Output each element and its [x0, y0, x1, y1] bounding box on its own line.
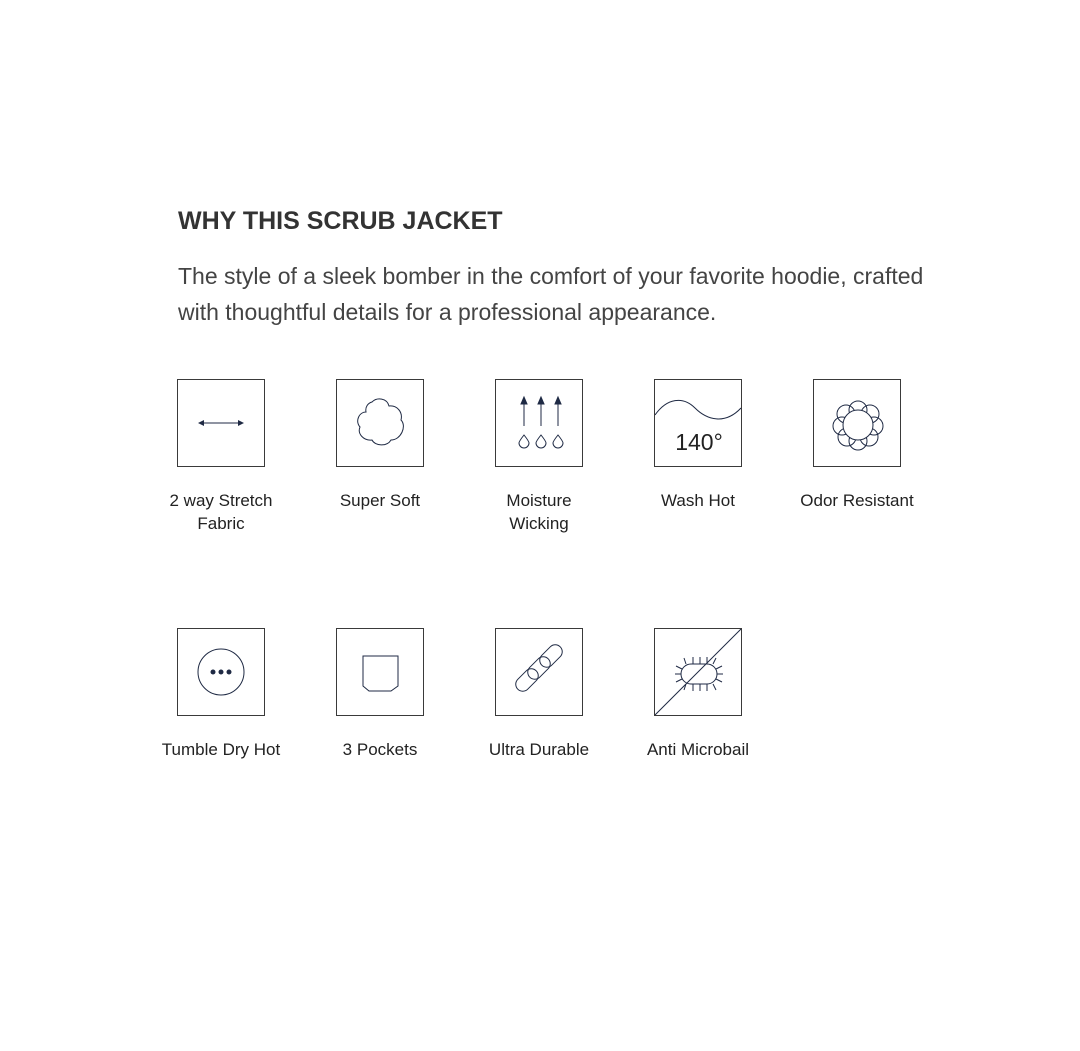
feature-two-way-stretch — [169, 379, 273, 533]
feature-ultra-durable — [488, 628, 590, 759]
wave-temperature-icon — [654, 379, 742, 467]
feature-3-pockets — [336, 628, 424, 759]
section-description: The style of a sleek bomber in the comfort of your favorite hoodie, crafted with thoughtful details for a professional appearance. — [178, 263, 924, 325]
feature-label: Anti Microbail — [646, 740, 750, 759]
feature-section — [178, 204, 938, 330]
feature-label: Wash Hot — [660, 491, 735, 510]
feature-label: 2 way Stretch Fabric — [169, 491, 273, 533]
feature-label: Moisture Wicking — [506, 491, 572, 533]
feature-tumble-dry-hot — [161, 628, 281, 759]
wash-temperature-text: 140° — [675, 429, 723, 455]
chain-links-icon — [495, 628, 583, 716]
pocket-icon — [336, 628, 424, 716]
feature-wash-hot — [654, 379, 742, 510]
two-way-arrow-icon — [177, 379, 265, 467]
microbe-crossed-icon — [654, 628, 742, 716]
feature-label: 3 Pockets — [342, 740, 418, 759]
feature-label: Super Soft — [339, 491, 421, 510]
cloud-blob-icon — [336, 379, 424, 467]
feature-moisture-wicking — [495, 379, 583, 533]
dryer-circle-icon — [177, 628, 265, 716]
section-title: WHY THIS SCRUB JACKET — [178, 207, 503, 235]
feature-super-soft — [336, 379, 424, 510]
feature-anti-microbail — [646, 628, 750, 759]
feature-label: Ultra Durable — [488, 740, 590, 759]
feature-label: Odor Resistant — [800, 491, 914, 510]
flower-icon — [813, 379, 901, 467]
feature-odor-resistant — [800, 379, 914, 510]
droplets-arrows-icon — [495, 379, 583, 467]
feature-label: Tumble Dry Hot — [161, 740, 281, 759]
